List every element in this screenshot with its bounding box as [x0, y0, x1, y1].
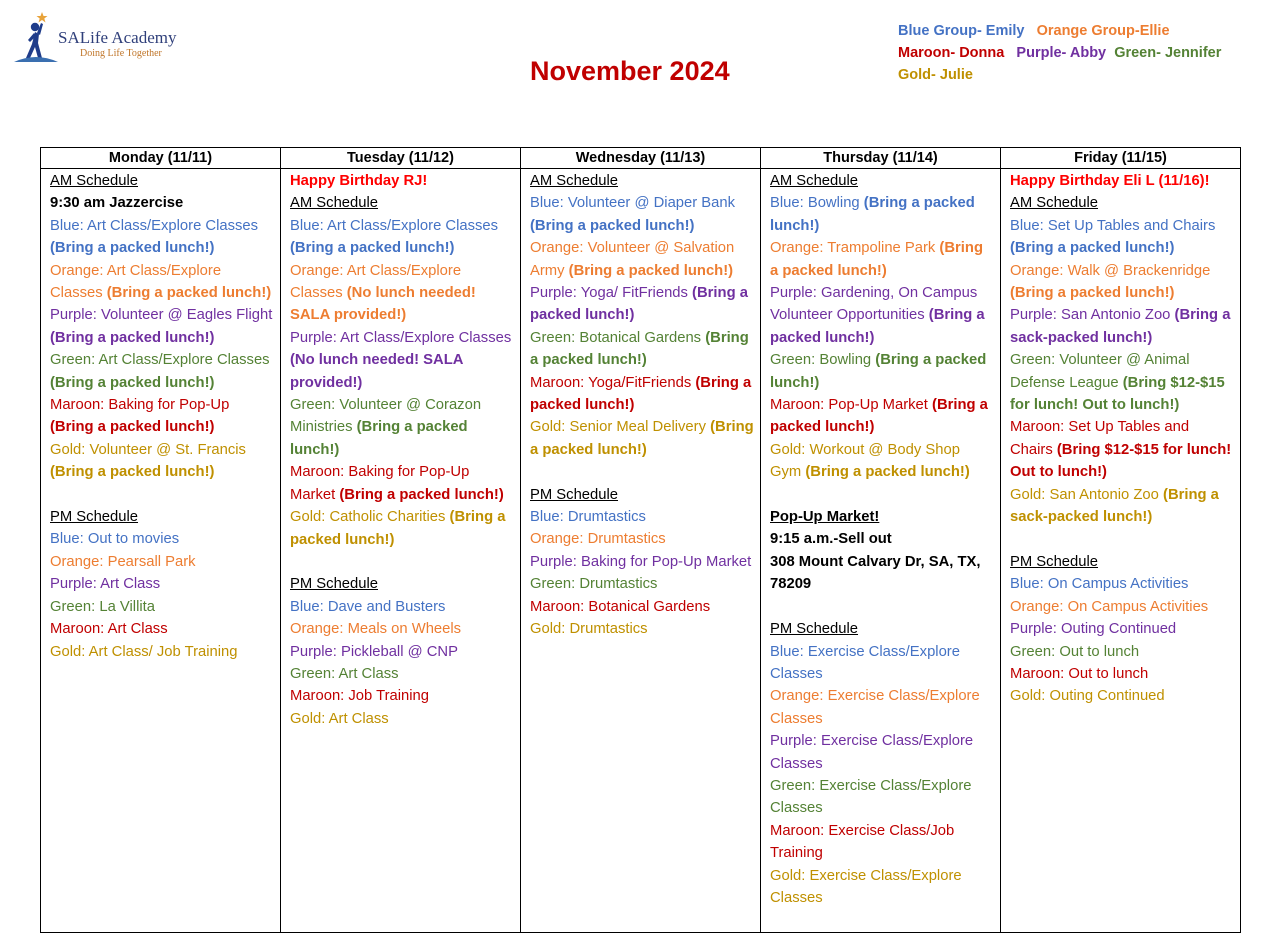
- entry-note: 9:15 a.m.-Sell out: [770, 531, 892, 548]
- schedule-entry: [1010, 349, 1234, 416]
- schedule-entry: [770, 775, 994, 820]
- entry-text: AM Schedule: [530, 173, 619, 189]
- entry-text: Gold: Volunteer @ St. Francis: [50, 441, 246, 458]
- schedule-entry: [50, 394, 274, 439]
- entry-text: Purple: Yoga/ FitFriends: [530, 285, 693, 302]
- entry-text: PM Schedule: [290, 576, 379, 593]
- schedule-entry: [1010, 484, 1234, 529]
- entry-text: Gold: Senior Meal Delivery: [530, 419, 711, 436]
- logo-tagline: Doing Life Together: [80, 48, 162, 59]
- schedule-entry: [50, 551, 274, 573]
- schedule-entry: [530, 282, 754, 327]
- entry-text: Maroon: Baking for Pop-Up: [50, 397, 230, 414]
- entry-text: Purple: Outing Continued: [1010, 621, 1177, 638]
- entry-note: (Bring a packed lunch!): [339, 486, 504, 503]
- day-heading: Wednesday (11/13): [521, 148, 761, 169]
- schedule-entry: [530, 327, 754, 372]
- group-legend: [898, 20, 1221, 86]
- entry-text: Blue: Set Up Tables and Chairs: [1010, 217, 1216, 234]
- schedule-entry: [770, 820, 994, 865]
- entry-note: (Bring a packed lunch!): [770, 307, 985, 346]
- day-cell: [41, 169, 281, 933]
- entry-text: PM Schedule: [530, 486, 619, 503]
- entry-text: AM Schedule: [770, 173, 859, 189]
- schedule-entry: [770, 865, 994, 910]
- schedule-entry: [770, 506, 994, 528]
- entry-text: Purple: Pickleball @ CNP: [290, 643, 458, 660]
- entry-text: PM Schedule: [1010, 553, 1099, 570]
- entry-text: Blue: Exercise Class/Explore Classes: [770, 643, 960, 682]
- legend-blue: Blue Group- Emily: [898, 23, 1025, 39]
- entry-text: Gold: Exercise Class/Explore Classes: [770, 867, 962, 906]
- schedule-entry: [770, 641, 994, 686]
- spacer: [770, 484, 994, 506]
- schedule-section-heading: [290, 573, 514, 595]
- entry-note: Happy Birthday Eli L (11/16)!: [1010, 173, 1210, 189]
- schedule-section-heading: [770, 618, 994, 640]
- entry-text: Gold: San Antonio Zoo: [1010, 486, 1164, 503]
- entry-note: (Bring a packed lunch!): [530, 374, 752, 414]
- day-cell: [521, 169, 761, 933]
- schedule-entry: [770, 192, 994, 237]
- schedule-entry: [1010, 170, 1234, 192]
- entry-text: Maroon: Pop-Up Market: [770, 397, 933, 414]
- entry-note: (Bring a packed lunch!): [530, 419, 754, 458]
- schedule-row: [41, 169, 1241, 933]
- entry-text: AM Schedule: [290, 195, 379, 212]
- schedule-entry: [1010, 596, 1234, 618]
- entry-note: (Bring $12-$15 for lunch! Out to lunch!): [1010, 441, 1232, 481]
- entry-text: Orange: On Campus Activities: [1010, 598, 1209, 615]
- schedule-entry: [770, 394, 994, 439]
- schedule-entry: [770, 282, 994, 349]
- entry-text: Maroon: Yoga/FitFriends: [530, 374, 696, 391]
- entry-text: Purple: Volunteer @ Eagles Flight: [50, 307, 273, 324]
- schedule-entry: [50, 528, 274, 550]
- entry-text: Orange: Trampoline Park: [770, 240, 940, 257]
- entry-text: Gold: Art Class/ Job Training: [50, 643, 238, 660]
- schedule-entry: [50, 349, 274, 394]
- entry-note: 9:30 am Jazzercise: [50, 195, 184, 212]
- schedule-entry: [1010, 416, 1234, 483]
- entry-text: Green: Out to lunch: [1010, 643, 1140, 660]
- entry-note: (Bring a packed lunch!): [1010, 240, 1175, 257]
- spacer: [290, 551, 514, 573]
- schedule-entry: [50, 304, 274, 349]
- schedule-entry: [50, 215, 274, 260]
- day-header-row: [41, 148, 1241, 169]
- schedule-entry: [770, 439, 994, 484]
- entry-text: Green: Art Class: [290, 665, 399, 682]
- schedule-entry: [1010, 215, 1234, 260]
- entry-note: Happy Birthday RJ!: [290, 173, 428, 189]
- schedule-entry: [770, 349, 994, 394]
- schedule-entry: [530, 573, 754, 595]
- schedule-entry: [530, 192, 754, 237]
- logo-figure-icon: [14, 10, 58, 64]
- schedule-entry: [770, 528, 994, 550]
- legend-green: Green- Jennifer: [1114, 45, 1222, 61]
- entry-text: Maroon: Set Up Tables and Chairs: [1010, 419, 1190, 458]
- schedule-entry: [1010, 573, 1234, 595]
- day-heading: Friday (11/15): [1001, 148, 1241, 169]
- schedule-section-heading: [770, 170, 994, 192]
- day-cell: [1001, 169, 1241, 933]
- entry-text: Purple: Art Class/Explore Classes: [290, 329, 512, 346]
- schedule-entry: [530, 618, 754, 640]
- day-cell: [761, 169, 1001, 933]
- schedule-entry: [530, 596, 754, 618]
- entry-text: Purple: Gardening, On Campus Volunteer Opportunities: [770, 285, 978, 324]
- spacer: [770, 596, 994, 618]
- schedule-section-heading: [530, 484, 754, 506]
- legend-gold: Gold- Julie: [898, 67, 973, 83]
- entry-note: (Bring a packed lunch!): [290, 419, 468, 458]
- entry-text: Blue: Bowling: [770, 195, 864, 212]
- entry-text: Green: Art Class/Explore Classes: [50, 352, 270, 369]
- schedule-section-heading: [290, 192, 514, 214]
- entry-note: (No lunch needed! SALA provided!): [290, 285, 476, 324]
- entry-text: Orange: Pearsall Park: [50, 553, 196, 570]
- entry-text: Maroon: Job Training: [290, 688, 430, 705]
- schedule-entry: [290, 641, 514, 663]
- entry-text: Blue: Drumtastics: [530, 509, 646, 526]
- schedule-entry: [1010, 260, 1234, 305]
- entry-note: (Bring a packed lunch!): [50, 329, 215, 346]
- day-heading: Thursday (11/14): [761, 148, 1001, 169]
- entry-text: Blue: Art Class/Explore Classes: [290, 217, 499, 234]
- logo: [14, 10, 214, 66]
- schedule-entry: [530, 528, 754, 550]
- schedule-entry: [1010, 641, 1234, 663]
- entry-text: Blue: Out to movies: [50, 531, 180, 548]
- entry-note: (Bring a packed lunch!): [770, 240, 983, 279]
- schedule-entry: [1010, 304, 1234, 349]
- entry-text: Blue: On Campus Activities: [1010, 576, 1189, 593]
- schedule-entry: [290, 685, 514, 707]
- entry-text: Gold: Art Class: [290, 710, 389, 727]
- entry-note: (Bring a sack-packed lunch!): [1010, 307, 1231, 346]
- entry-note: (Bring a packed lunch!): [50, 419, 215, 436]
- schedule-entry: [1010, 685, 1234, 707]
- schedule-section-heading: [50, 170, 274, 192]
- entry-text: Blue: Art Class/Explore Classes: [50, 217, 259, 234]
- schedule-entry: [50, 439, 274, 484]
- entry-note: (Bring a packed lunch!): [1010, 285, 1175, 302]
- entry-text: Green: Exercise Class/Explore Classes: [770, 777, 972, 817]
- day-cell: [281, 169, 521, 933]
- schedule-section-heading: [1010, 192, 1234, 214]
- entry-text: Green: Bowling: [770, 352, 876, 369]
- schedule-entry: [50, 573, 274, 595]
- entry-text: Maroon: Botanical Gardens: [530, 598, 711, 615]
- entry-note: (Bring a packed lunch!): [290, 509, 506, 548]
- schedule-entry: [290, 394, 514, 461]
- day-heading: Tuesday (11/12): [281, 148, 521, 169]
- entry-note: (Bring a packed lunch!): [106, 285, 272, 302]
- entry-text: Maroon: Exercise Class/Job Training: [770, 822, 955, 862]
- entry-text: Blue: Dave and Busters: [290, 598, 446, 615]
- schedule-entry: [530, 506, 754, 528]
- entry-text: Orange: Art Class/Explore Classes: [290, 262, 462, 302]
- schedule-entry: [1010, 618, 1234, 640]
- entry-note: (Bring a sack-packed lunch!): [1010, 486, 1219, 526]
- entry-note: (Bring a packed lunch!): [290, 240, 455, 257]
- spacer: [530, 461, 754, 483]
- day-heading: Monday (11/11): [41, 148, 281, 169]
- schedule-section-heading: [50, 506, 274, 528]
- schedule-entry: [50, 641, 274, 663]
- entry-text: Maroon: Out to lunch: [1010, 665, 1149, 682]
- entry-text: Orange: Exercise Class/Explore Classes: [770, 688, 980, 727]
- entry-text: Orange: Art Class/Explore Classes: [50, 262, 222, 302]
- entry-text: Green: Drumtastics: [530, 576, 658, 593]
- logo-name: SALife Academy: [58, 28, 177, 47]
- schedule-entry: [290, 506, 514, 551]
- entry-note: (Bring a packed lunch!): [770, 397, 988, 436]
- schedule-entry: [530, 372, 754, 417]
- entry-text: Green: Volunteer @ Animal Defense League: [1010, 352, 1190, 391]
- spacer: [50, 484, 274, 506]
- entry-note: Pop-Up Market!: [770, 509, 880, 526]
- spacer: [1010, 529, 1234, 551]
- page-title: November 2024: [530, 56, 730, 86]
- entry-text: Maroon: Art Class: [50, 621, 168, 638]
- entry-text: Purple: Exercise Class/Explore Classes: [770, 733, 974, 772]
- schedule-entry: [770, 730, 994, 775]
- entry-note: (Bring a packed lunch!): [530, 329, 749, 369]
- entry-note: (Bring a packed lunch!): [770, 352, 987, 391]
- entry-note: (Bring $12-$15 for lunch! Out to lunch!): [1010, 374, 1225, 414]
- schedule-entry: [770, 685, 994, 730]
- schedule-entry: [770, 551, 994, 596]
- schedule-entry: [530, 237, 754, 282]
- schedule-entry: [290, 170, 514, 192]
- entry-text: Purple: Art Class: [50, 576, 161, 593]
- schedule-entry: [290, 215, 514, 260]
- entry-text: Maroon: Baking for Pop-Up Market: [290, 464, 470, 503]
- entry-text: Gold: Catholic Charities: [290, 509, 450, 526]
- schedule-entry: [290, 260, 514, 327]
- entry-text: Orange: Walk @ Brackenridge: [1010, 262, 1211, 279]
- entry-note: (Bring a packed lunch!): [50, 240, 215, 257]
- legend-purple: Purple- Abby: [1016, 45, 1107, 61]
- entry-text: Blue: Volunteer @ Diaper Bank: [530, 195, 736, 212]
- entry-text: Orange: Volunteer @ Salvation Army: [530, 240, 735, 279]
- schedule-section-heading: [1010, 551, 1234, 573]
- entry-text: Purple: San Antonio Zoo: [1010, 307, 1175, 324]
- legend-orange: Orange Group-Ellie: [1036, 23, 1170, 39]
- entry-text: Orange: Drumtastics: [530, 531, 666, 548]
- weekly-schedule-table: [40, 147, 1241, 933]
- schedule-entry: [290, 327, 514, 394]
- entry-text: PM Schedule: [50, 509, 139, 526]
- schedule-section-heading: [530, 170, 754, 192]
- entry-text: AM Schedule: [50, 173, 139, 189]
- entry-text: PM Schedule: [770, 621, 859, 638]
- entry-text: Orange: Meals on Wheels: [290, 621, 462, 638]
- entry-note: (Bring a packed lunch!): [805, 464, 970, 481]
- schedule-entry: [530, 416, 754, 461]
- entry-note: (No lunch needed! SALA provided!): [290, 352, 463, 391]
- entry-text: Gold: Drumtastics: [530, 621, 648, 638]
- entry-note: (Bring a packed lunch!): [770, 195, 975, 234]
- entry-note: (Bring a packed lunch!): [530, 285, 748, 324]
- schedule-entry: [1010, 663, 1234, 685]
- entry-note: (Bring a packed lunch!): [50, 374, 215, 391]
- entry-note: (Bring a packed lunch!): [530, 217, 695, 234]
- entry-note: 308 Mount Calvary Dr, SA, TX, 78209: [770, 553, 981, 593]
- legend-maroon: Maroon- Donna: [898, 45, 1005, 61]
- entry-text: Gold: Workout @ Body Shop Gym: [770, 441, 960, 481]
- entry-note: (Bring a packed lunch!): [50, 464, 215, 481]
- schedule-entry: [290, 708, 514, 730]
- schedule-entry: [290, 596, 514, 618]
- schedule-entry: [290, 663, 514, 685]
- entry-text: Green: Botanical Gardens: [530, 329, 706, 346]
- entry-text: Purple: Baking for Pop-Up Market: [530, 553, 752, 570]
- schedule-entry: [50, 192, 274, 214]
- schedule-entry: [50, 618, 274, 640]
- schedule-entry: [50, 260, 274, 305]
- schedule-entry: [290, 461, 514, 506]
- schedule-entry: [770, 237, 994, 282]
- schedule-entry: [290, 618, 514, 640]
- entry-text: Green: Volunteer @ Corazon Ministries: [290, 397, 482, 436]
- schedule-entry: [530, 551, 754, 573]
- entry-text: AM Schedule: [1010, 195, 1099, 212]
- entry-text: Gold: Outing Continued: [1010, 688, 1165, 705]
- entry-text: Green: La Villita: [50, 598, 156, 615]
- schedule-entry: [50, 596, 274, 618]
- entry-note: (Bring a packed lunch!): [568, 262, 734, 279]
